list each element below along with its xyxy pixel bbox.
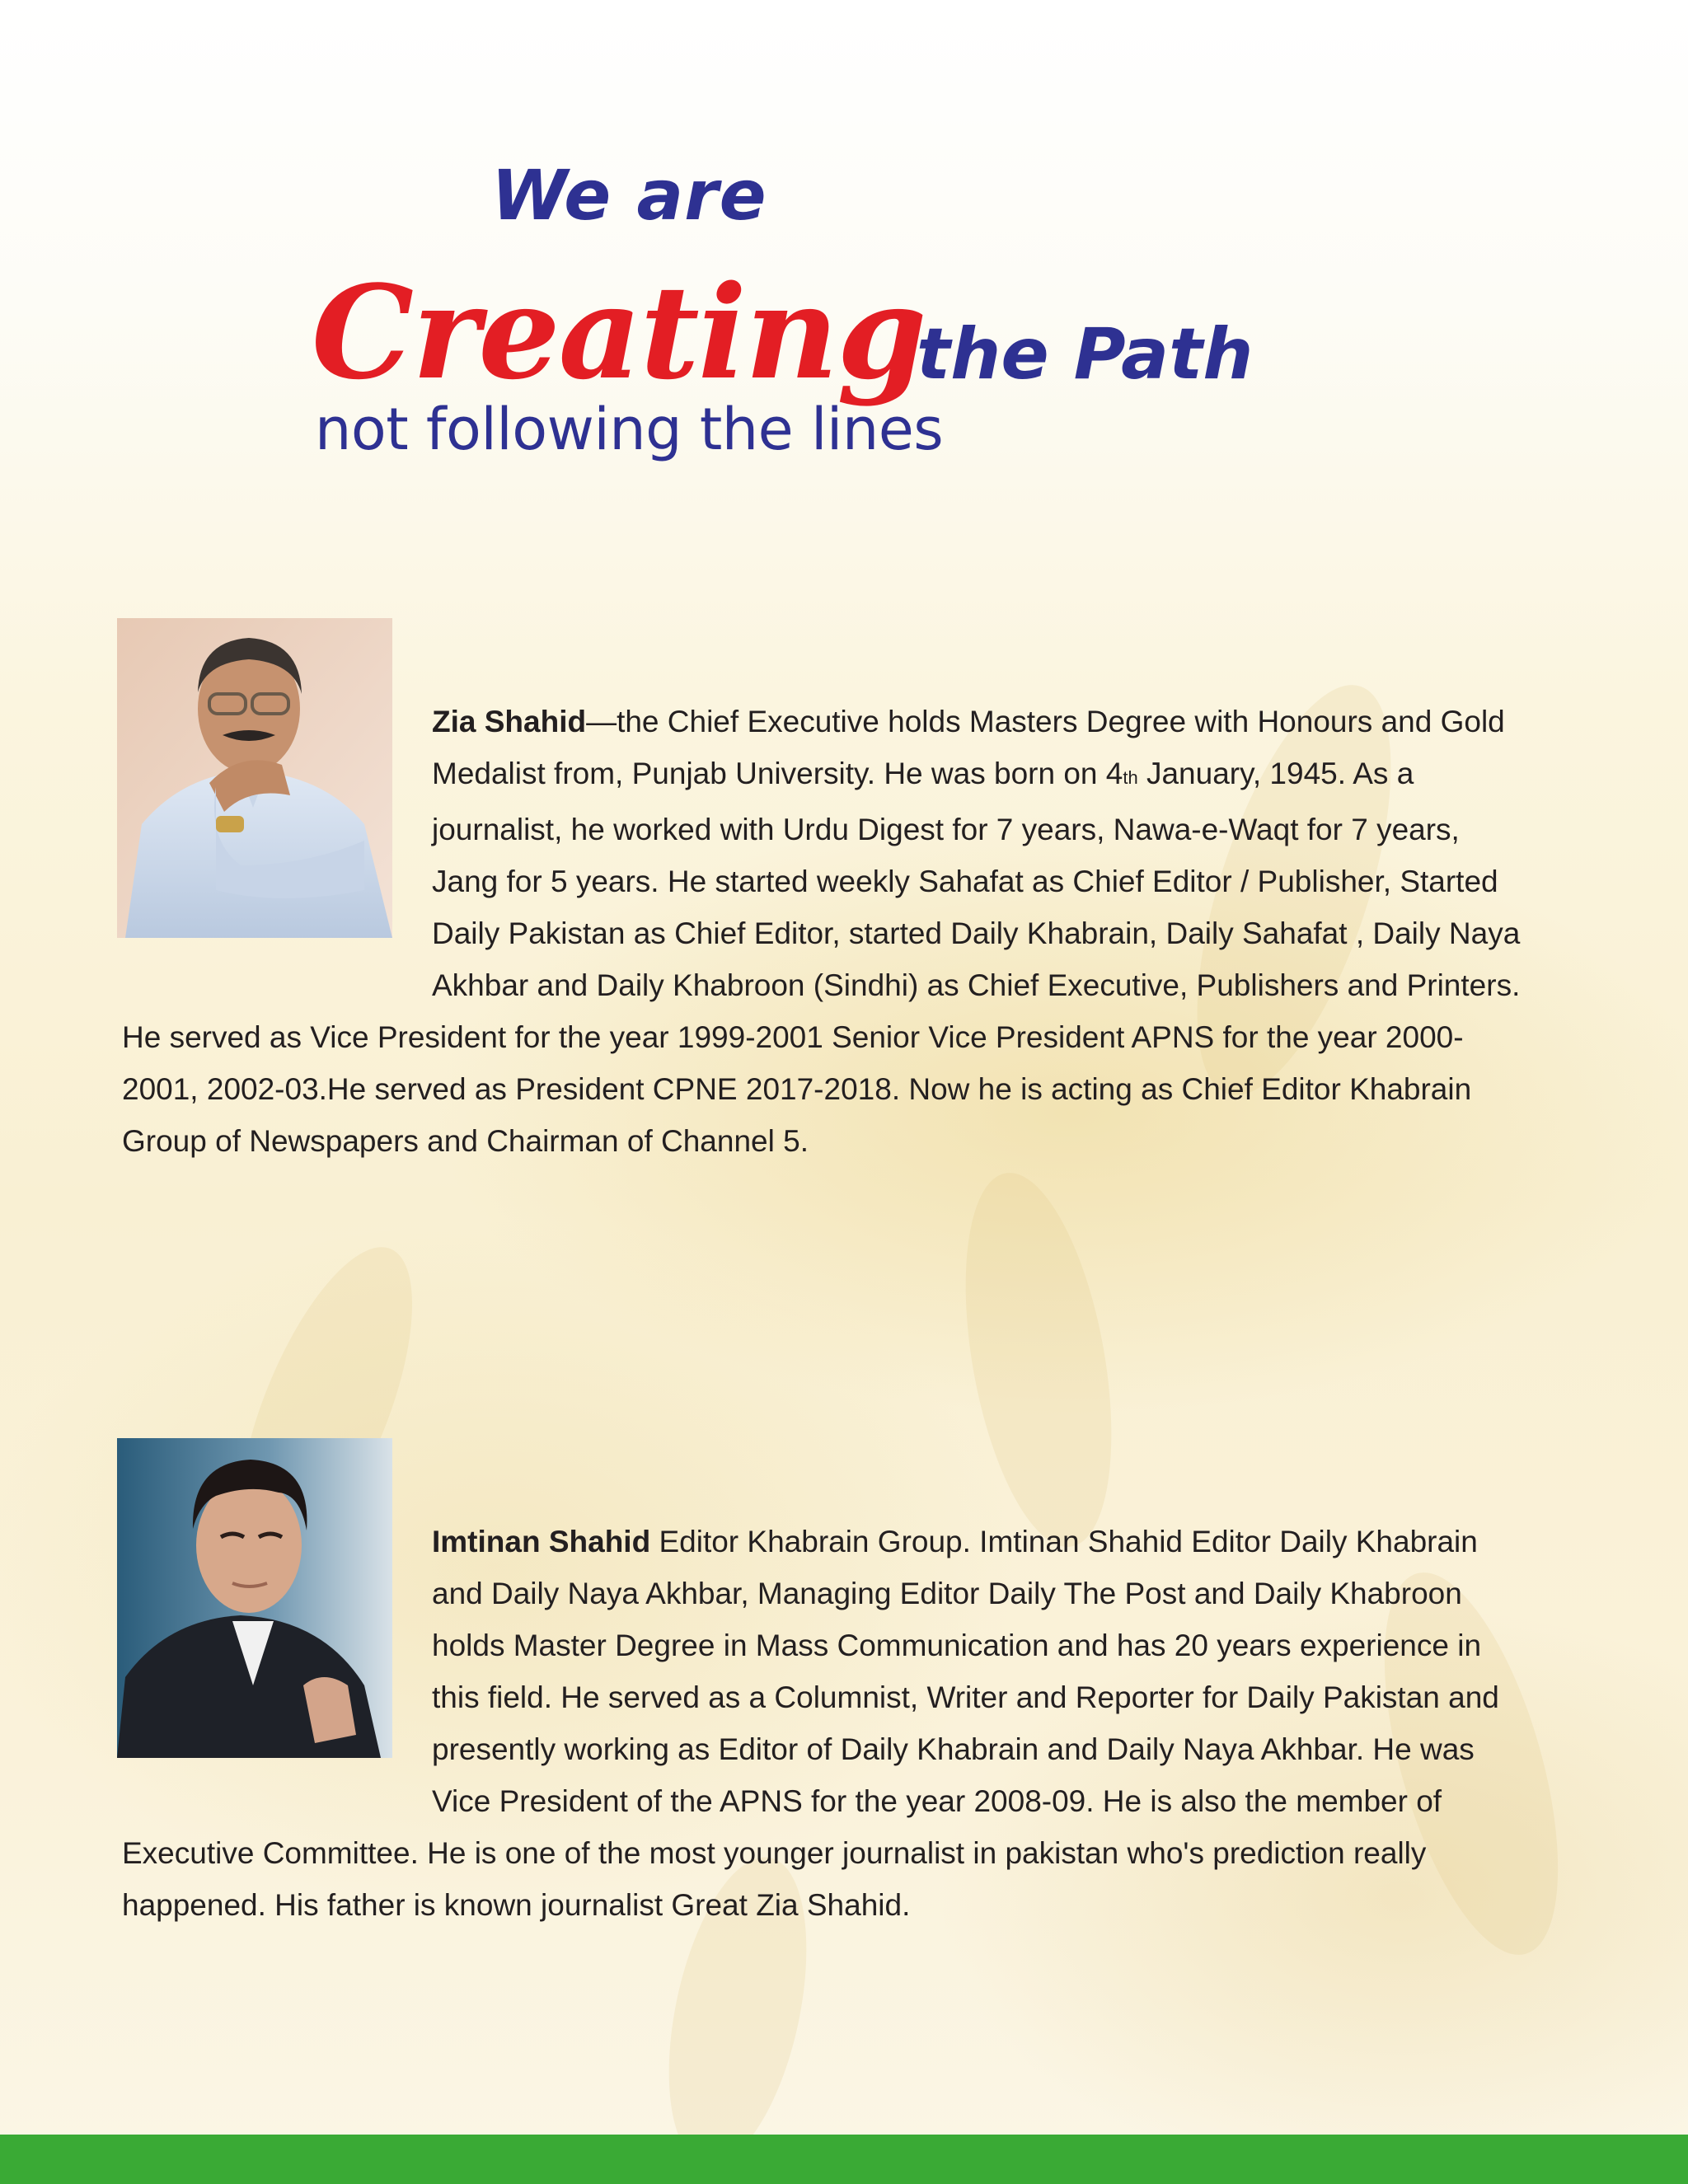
headline-the-path: the Path xyxy=(917,313,1254,396)
bio-text: January, 1945. As a journalist, he worked with Urdu Digest for 7 years, Nawa-e-Waqt for 7 years, Jang for 5 years. He started weekly Sahafat as Chief Editor / Publisher, Started Daily Pakistan as Chief Editor, started Daily Khabrain, Daily Sahafat , Daily Naya Akhbar and Daily Khabroon (Sindhi) as Chief Executive, Publishers and Printers. He served as Vice President for the year 1999-2001 Senior Vice President APNS for the year 2000-2001, 2002-03.He served as President CPNE 2017-2018. Now he is acting as Chief Editor Khabrain Group of Newspapers and Chairman of Channel 5. xyxy=(122,757,1521,1158)
bio-text-zia-shahid xyxy=(122,696,1523,1167)
footer-bar xyxy=(0,2135,1688,2184)
bio-text: Editor Khabrain Group. Imtinan Shahid Editor Daily Khabrain and Daily Naya Akhbar, Managing Editor Daily The Post and Daily Khabroon holds Master Degree in Mass Communication and has 20 years experience in this field. He served as a Columnist, Writer and Reporter for Daily Pakistan and presently working as Editor of Daily Khabrain and Daily Naya Akhbar. He was Vice President of the APNS for the year 2008-09. He is also the member of Executive Committee. He is one of the most younger journalist in pakistan who's prediction really happened. His father is known journalist Great Zia Shahid. xyxy=(122,1525,1499,1922)
headline xyxy=(0,0,1688,494)
bio-zia-shahid xyxy=(0,618,1688,1212)
bio-ordinal: th xyxy=(1123,767,1138,788)
bio-name: Imtinan Shahid xyxy=(432,1525,651,1558)
bio-text: —the Chief Executive holds Masters Degree with Honours and Gold Medalist from, Punjab University. He was born on 4 xyxy=(432,705,1505,790)
headline-we-are: We are xyxy=(491,155,767,236)
bio-text-imtinan-shahid xyxy=(122,1516,1523,1931)
headline-creating: Creating xyxy=(312,257,926,408)
bio-imtinan-shahid xyxy=(0,1438,1688,2015)
bio-name: Zia Shahid xyxy=(432,705,587,738)
headline-tagline: not following the lines xyxy=(315,396,944,463)
